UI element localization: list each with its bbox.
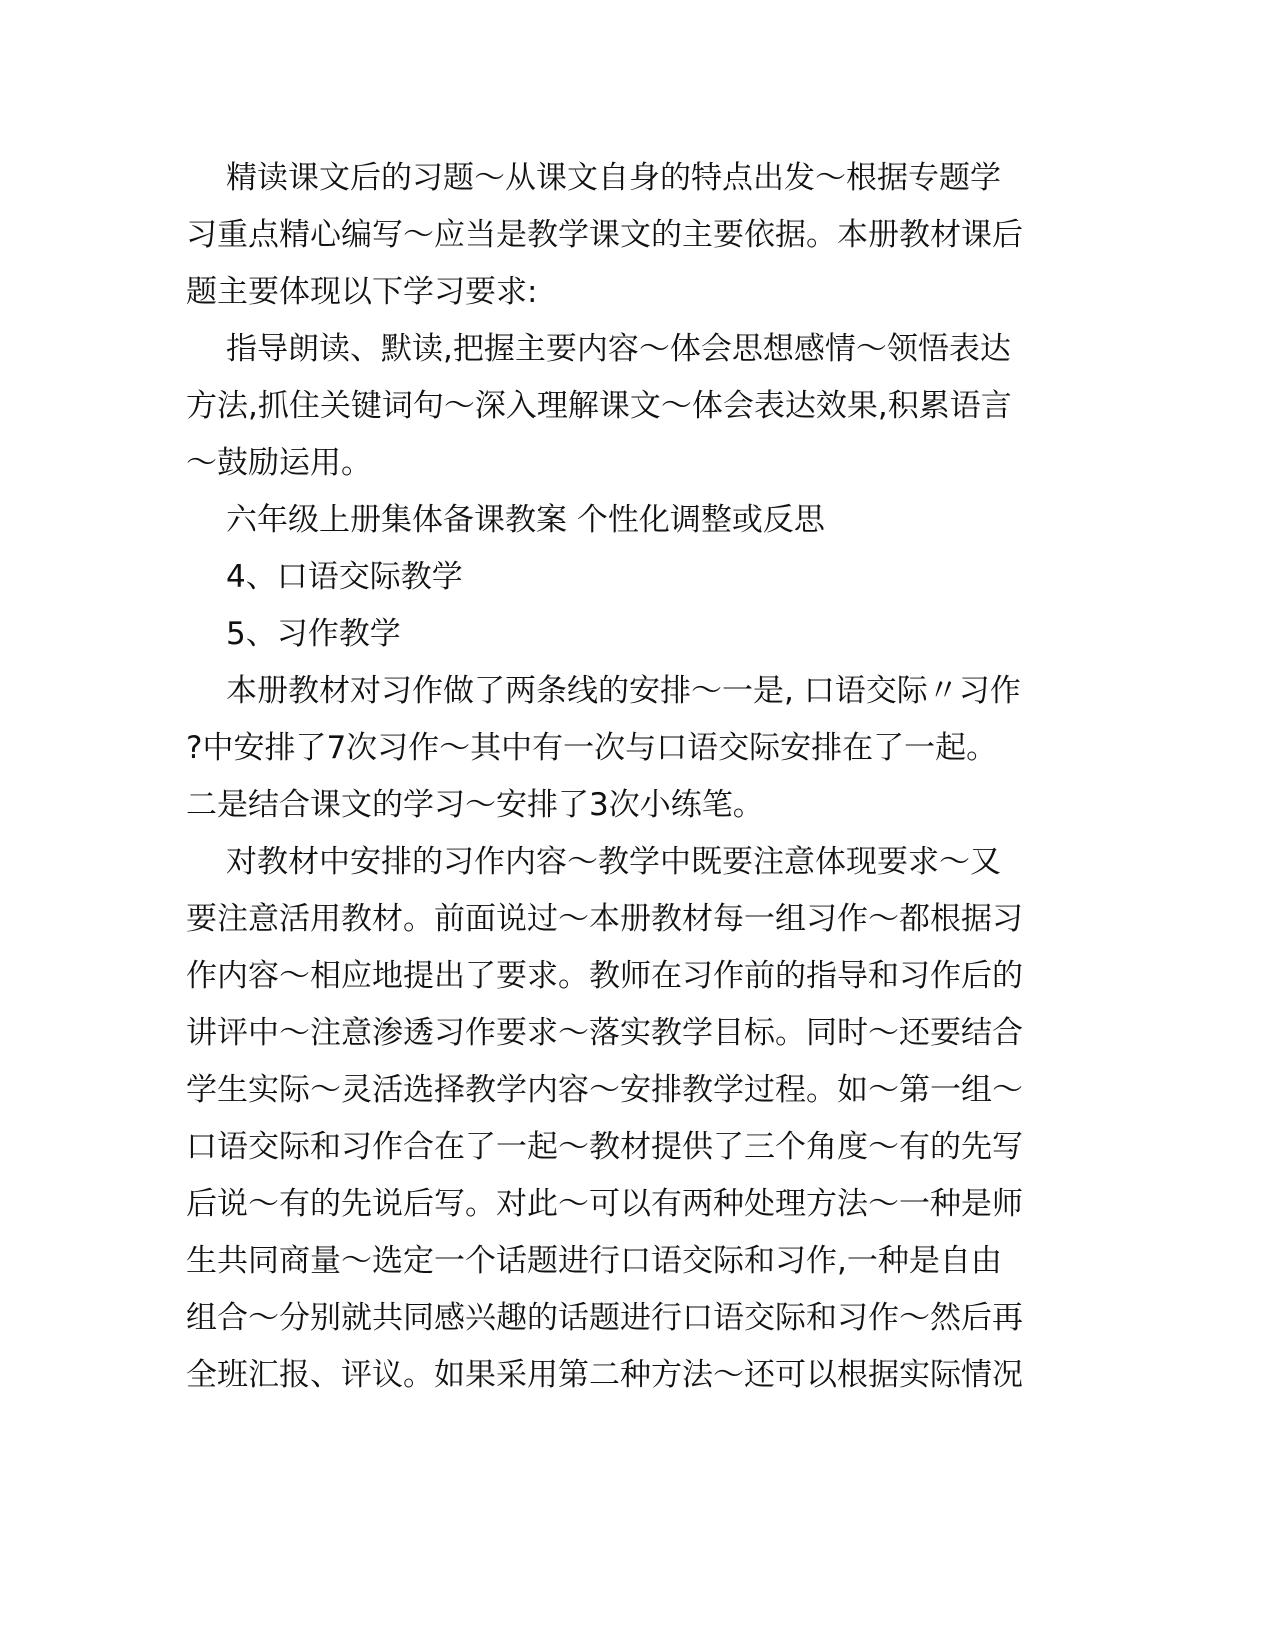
text-line: 作内容～相应地提出了要求。教师在习作前的指导和习作后的 [186,958,1023,994]
text-line: ～鼓励运用。 [186,445,372,481]
text-line: 学生实际～灵活选择教学内容～安排教学过程。如～第一组～ [186,1072,1023,1108]
text-line: 5、习作教学 [226,616,401,652]
text-line: 精读课文后的习题～从课文自身的特点出发～根据专题学 [226,160,1001,196]
text-line: 组合～分别就共同感兴趣的话题进行口语交际和习作～然后再 [186,1300,1023,1336]
text-line: 本册教材对习作做了两条线的安排～一是, 口语交际〃习作 [226,673,1021,709]
paragraph-header-note [186,492,1086,549]
section-heading-writing [186,606,1086,663]
text-line: 方法,抓住关键词句～深入理解课文～体会表达效果,积累语言 [186,388,1012,424]
text-line: 后说～有的先说后写。对此～可以有两种处理方法～一种是师 [186,1186,1023,1222]
text-line: 指导朗读、默读,把握主要内容～体会思想感情～领悟表达 [226,331,1011,367]
text-line: 习重点精心编写～应当是教学课文的主要依据。本册教材课后 [186,217,1023,253]
paragraph-writing-content [186,834,1086,1404]
text-line: 4、口语交际教学 [226,559,463,595]
paragraph-writing-arrangement [186,663,1086,834]
paragraph-exercise-intro [186,150,1086,321]
text-line: ?中安排了7次习作～其中有一次与口语交际安排在了一起。 [186,730,998,766]
text-line: 要注意活用教材。前面说过～本册教材每一组习作～都根据习 [186,901,1023,937]
paragraph-reading-guidance [186,321,1086,492]
text-line: 讲评中～注意渗透习作要求～落实教学目标。同时～还要结合 [186,1015,1023,1051]
text-line: 二是结合课文的学习～安排了3次小练笔。 [186,787,764,823]
text-line: 口语交际和习作合在了一起～教材提供了三个角度～有的先写 [186,1129,1023,1165]
text-line: 对教材中安排的习作内容～教学中既要注意体现要求～又 [226,844,1001,880]
text-line: 生共同商量～选定一个话题进行口语交际和习作,一种是自由 [186,1243,1002,1279]
section-heading-oral-communication [186,549,1086,606]
text-line: 六年级上册集体备课教案 个性化调整或反思 [226,502,825,538]
text-line: 题主要体现以下学习要求: [186,274,538,310]
text-line: 全班汇报、评议。如果采用第二种方法～还可以根据实际情况 [186,1357,1023,1393]
document-body [186,150,1086,1404]
